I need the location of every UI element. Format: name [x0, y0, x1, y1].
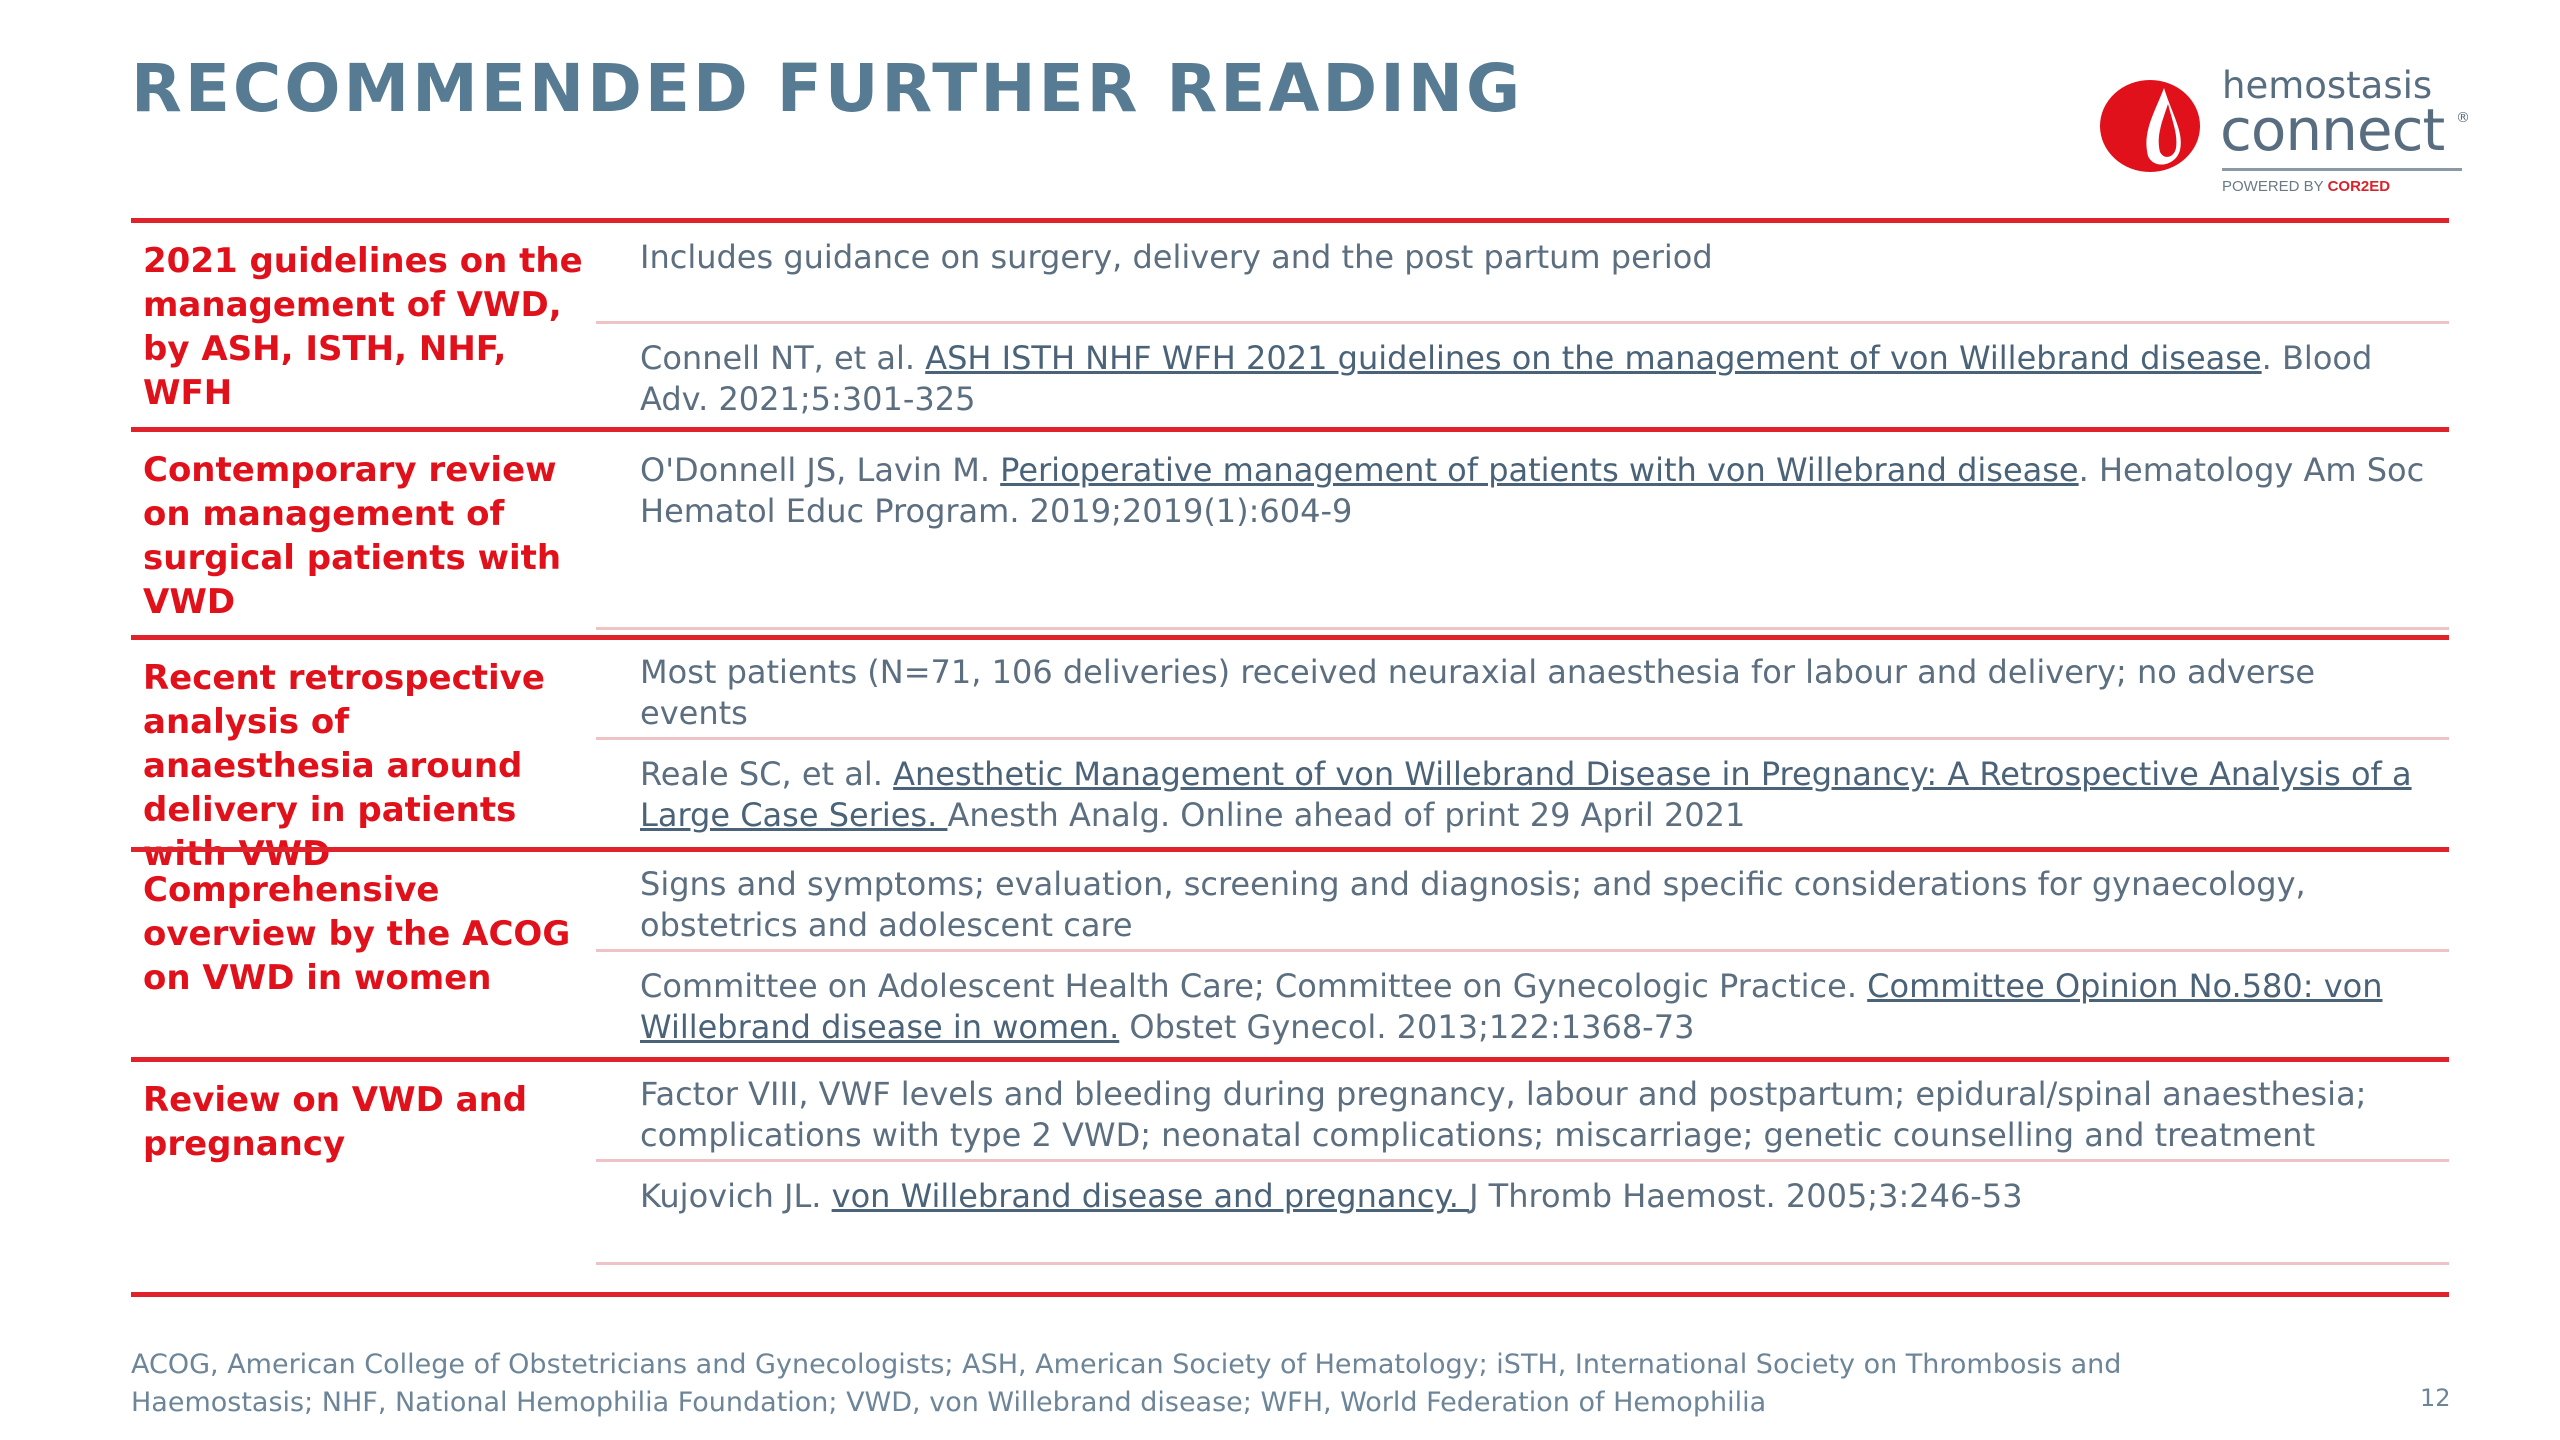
cor2ed-brand: COR2ED: [2327, 178, 2391, 195]
row-reference: Reale SC, et al. Anesthetic Management of von Willebrand Disease in Pregnancy: A Retrospective Analysis of a Large Case Series. Anesth Analg. Online ahead of print 29 April 2021: [640, 755, 2412, 834]
logo-divider: [2222, 168, 2462, 171]
row-summary: Includes guidance on surgery, delivery and the post partum period: [596, 223, 2449, 324]
reference-link[interactable]: Anesthetic Management of von Willebrand Disease in Pregnancy: A Retrospective Analysis of a Large Case Series.: [640, 755, 2412, 834]
row-topic: Comprehensive overview by the ACOG on VWD in women: [143, 870, 571, 998]
logo-powered-by: POWERED BY COR2ED: [2222, 178, 2391, 195]
row-summary: Signs and symptoms; evaluation, screening and diagnosis; and specific considerations for gynaecology, obstetrics and adolescent care: [596, 852, 2449, 952]
reading-row: [131, 218, 2449, 427]
logo-wordmark-top: hemostasis: [2222, 64, 2433, 107]
row-reference: Connell NT, et al. ASH ISTH NHF WFH 2021 guidelines on the management of von Willebrand disease. Blood Adv. 2021;5:301-325: [640, 339, 2373, 418]
logo-registered-mark: ®: [2456, 110, 2470, 126]
row-topic: 2021 guidelines on the management of VWD, by ASH, ISTH, NHF, WFH: [143, 241, 583, 413]
row-reference: O'Donnell JS, Lavin M. Perioperative management of patients with von Willebrand disease. Hematology Am Soc Hematol Educ Program. 2019;2019(1):604-9: [596, 432, 2449, 630]
hemostasis-connect-logo: [2098, 58, 2478, 208]
reference-link[interactable]: Committee Opinion No.580: von Willebrand disease in women.: [640, 967, 2383, 1046]
abbreviations-footnote: ACOG, American College of Obstetricians and Gynecologists; ASH, American Society of Hematology; iSTH, International Society on Thrombosis and Haemostasis; NHF, National Hemophilia Foundation; VWD, von Willebrand disease; WFH, World Federation of Hemophilia: [131, 1349, 2122, 1418]
blood-drop-logo-icon: [2098, 74, 2210, 174]
reading-row: [131, 847, 2449, 1057]
reference-link[interactable]: ASH ISTH NHF WFH 2021 guidelines on the management of von Willebrand disease: [925, 339, 2262, 377]
row-reference: Committee on Adolescent Health Care; Committee on Gynecologic Practice. Committee Opinion No.580: von Willebrand disease in women. Obstet Gynecol. 2013;122:1368-73: [640, 967, 2383, 1046]
reading-row: [131, 635, 2449, 874]
row-summary: Most patients (N=71, 106 deliveries) received neuraxial anaesthesia for labour and delivery; no adverse events: [596, 640, 2449, 740]
page-number: 12: [2420, 1384, 2451, 1412]
row-topic: Recent retrospective analysis of anaesthesia around delivery in patients with VWD: [143, 658, 545, 874]
reading-table: [131, 218, 2449, 1310]
row-topic: Review on VWD and pregnancy: [143, 1080, 528, 1164]
table-bottom-rule: [131, 1292, 2449, 1297]
reading-row: [131, 427, 2449, 635]
row-summary: Factor VIII, VWF levels and bleeding during pregnancy, labour and postpartum; epidural/spinal anaesthesia; complications with type 2 VWD; neonatal complications; miscarriage; genetic counselling and treatment: [596, 1062, 2449, 1162]
logo-wordmark-main: connect: [2220, 96, 2445, 164]
slide-title: RECOMMENDED FURTHER READING: [131, 50, 1524, 127]
row-reference: Kujovich JL. von Willebrand disease and pregnancy. J Thromb Haemost. 2005;3:246-53: [596, 1162, 2449, 1265]
row-topic: Contemporary review on management of surgical patients with VWD: [143, 450, 562, 622]
reading-row: [131, 1057, 2449, 1310]
reference-link[interactable]: Perioperative management of patients with von Willebrand disease: [1000, 451, 2079, 489]
reference-link[interactable]: von Willebrand disease and pregnancy.: [831, 1177, 1470, 1215]
